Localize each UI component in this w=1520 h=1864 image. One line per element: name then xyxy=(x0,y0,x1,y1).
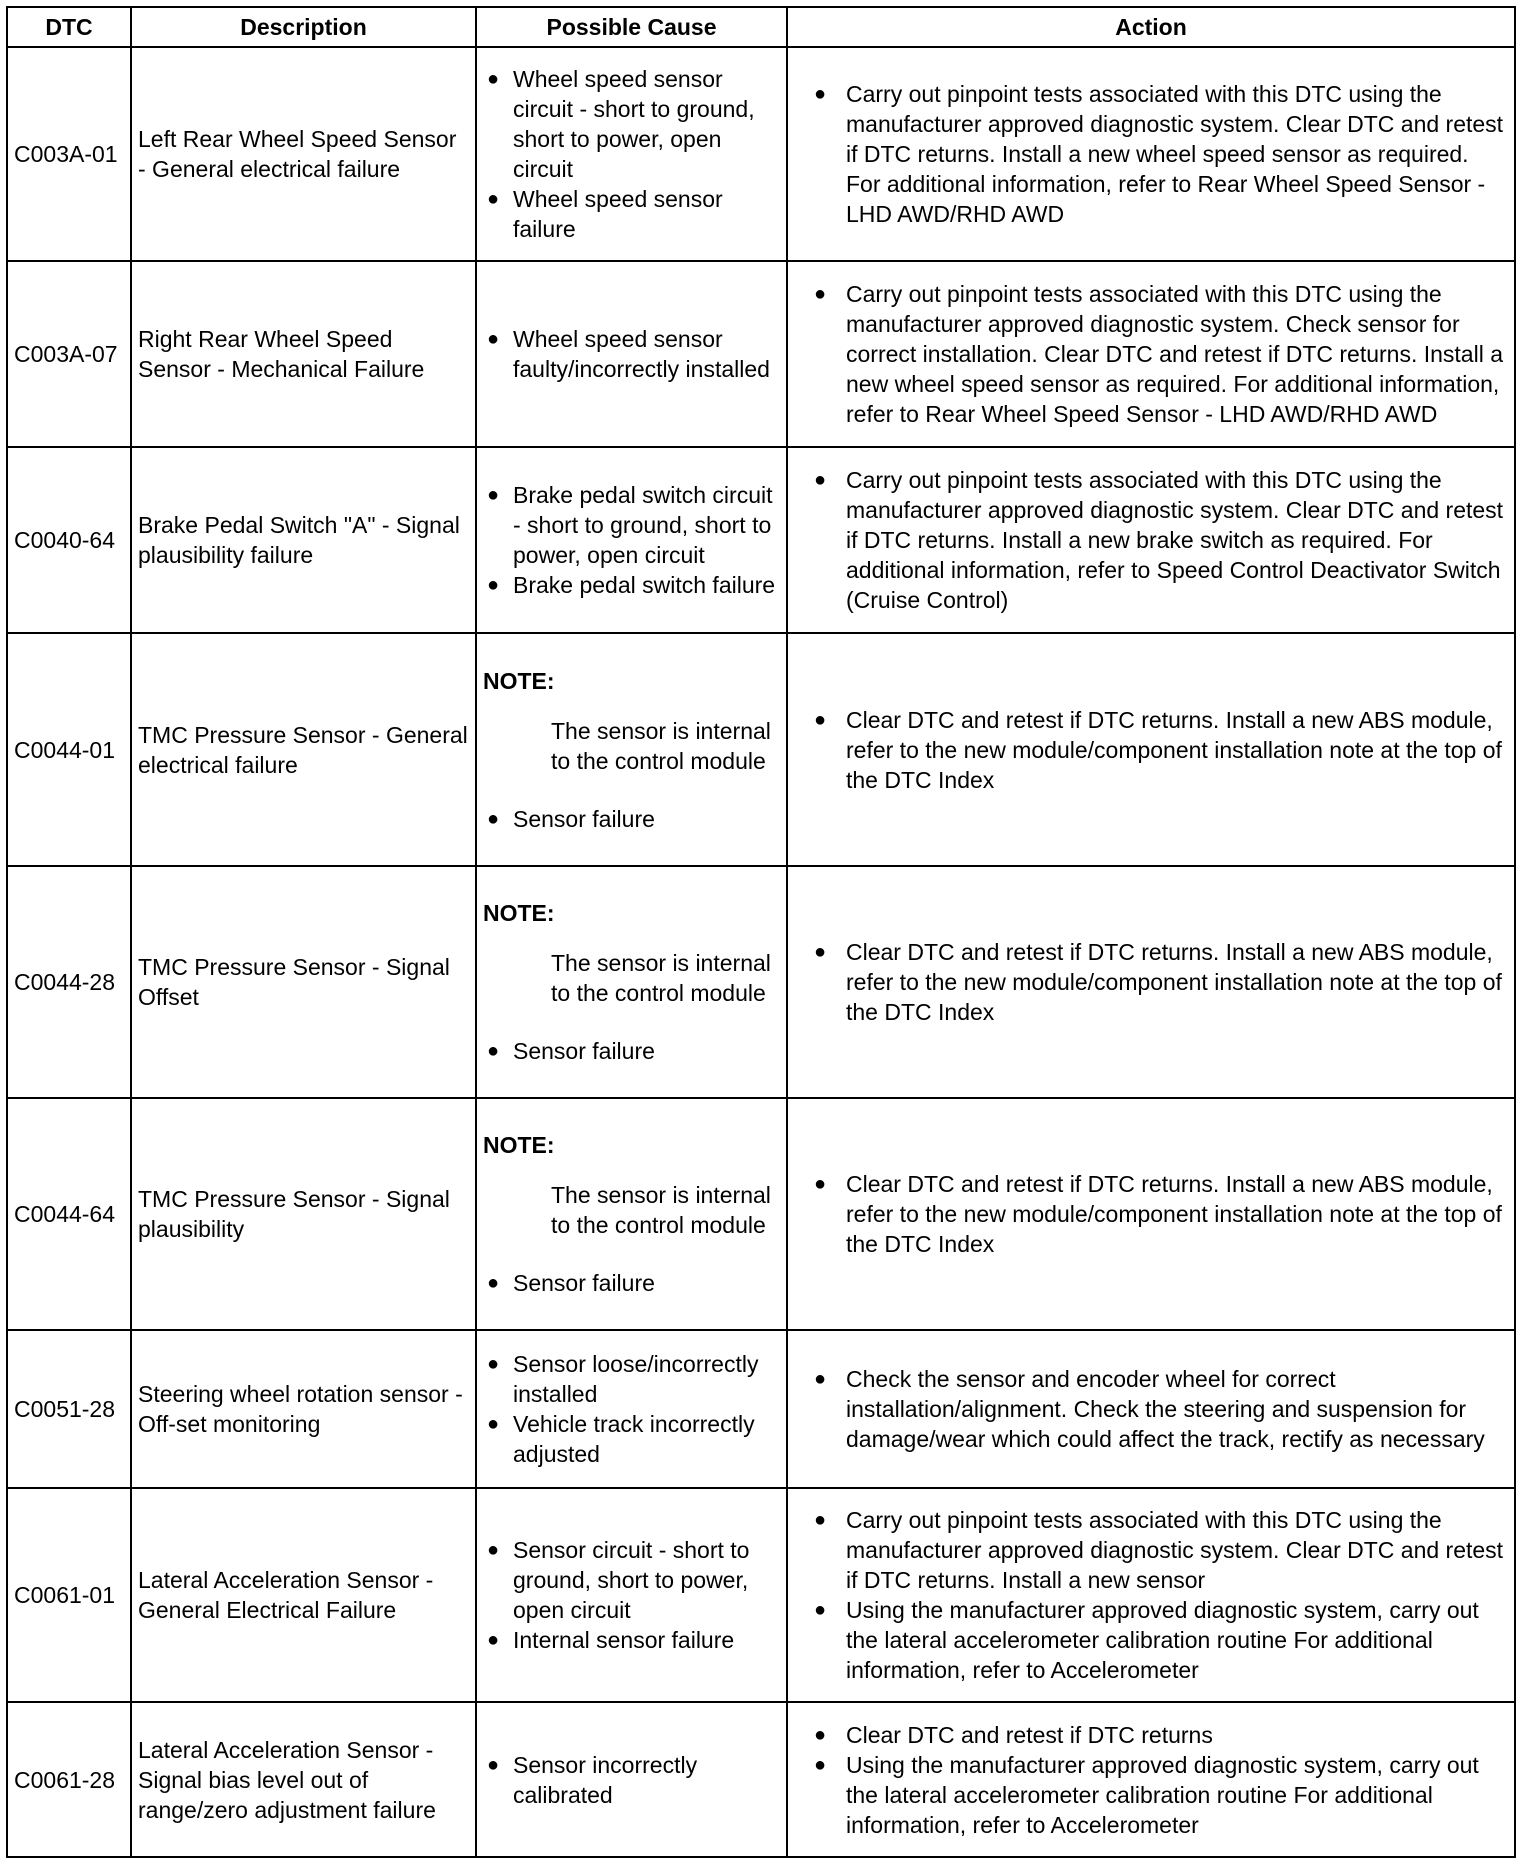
cause-item: ● Sensor failure xyxy=(483,1036,780,1066)
dtc-code: C0061-28 xyxy=(7,1702,131,1857)
action-cell xyxy=(787,447,1515,633)
note-text: The sensor is internal to the control module xyxy=(551,949,771,1006)
possible-cause-cell xyxy=(476,1330,787,1488)
table-row xyxy=(7,633,1515,865)
note-text: The sensor is internal to the control module xyxy=(551,717,771,774)
dtc-description: Lateral Acceleration Sensor - Signal bias level out of range/zero adjustment failure xyxy=(131,1702,476,1857)
header-action: Action xyxy=(787,7,1515,47)
action-item: ● Clear DTC and retest if DTC returns. Install a new ABS module, refer to the new module/component installation note at the top of the DTC Index xyxy=(794,937,1508,1027)
table-row xyxy=(7,1330,1515,1488)
action-item: ● Carry out pinpoint tests associated with this DTC using the manufacturer approved diagnostic system. Check sensor for correct installation. Clear DTC and retest if DTC returns. Install a new wheel speed sensor as required. For additional information, refer to Rear Wheel Speed Sensor - LHD AWD/RHD AWD xyxy=(794,279,1508,429)
cause-item: ● Wheel speed sensor faulty/incorrectly installed xyxy=(483,324,780,384)
dtc-code: C0061-01 xyxy=(7,1488,131,1702)
note-text: The sensor is internal to the control module xyxy=(551,1182,771,1239)
dtc-description: TMC Pressure Sensor - General electrical failure xyxy=(131,633,476,865)
dtc-table xyxy=(6,6,1516,1858)
action-list xyxy=(794,1505,1508,1685)
action-list xyxy=(794,279,1508,429)
action-item: ● Using the manufacturer approved diagnostic system, carry out the lateral accelerometer calibration routine For additional information, refer to Accelerometer xyxy=(794,1595,1508,1685)
action-item: ● Carry out pinpoint tests associated with this DTC using the manufacturer approved diagnostic system. Clear DTC and retest if DTC returns. Install a new sensor xyxy=(794,1505,1508,1595)
cause-list xyxy=(483,324,780,384)
action-list xyxy=(794,1364,1508,1454)
action-cell xyxy=(787,633,1515,865)
possible-cause-cell xyxy=(476,633,787,865)
dtc-description: TMC Pressure Sensor - Signal Offset xyxy=(131,866,476,1098)
dtc-code: C0040-64 xyxy=(7,447,131,633)
action-cell xyxy=(787,1488,1515,1702)
action-list xyxy=(794,1169,1508,1259)
cause-list xyxy=(483,804,780,834)
cause-list xyxy=(483,1036,780,1066)
action-list xyxy=(794,79,1508,229)
header-description: Description xyxy=(131,7,476,47)
possible-cause-cell xyxy=(476,1488,787,1702)
action-item: ● Clear DTC and retest if DTC returns. Install a new ABS module, refer to the new module/component installation note at the top of the DTC Index xyxy=(794,1169,1508,1259)
cause-list xyxy=(483,1535,780,1655)
action-item: ● Clear DTC and retest if DTC returns xyxy=(794,1720,1508,1750)
action-item: ● Clear DTC and retest if DTC returns. Install a new ABS module, refer to the new module/component installation note at the top of the DTC Index xyxy=(794,705,1508,795)
action-cell xyxy=(787,1098,1515,1330)
dtc-description: Lateral Acceleration Sensor - General Electrical Failure xyxy=(131,1488,476,1702)
cause-item: ● Brake pedal switch failure xyxy=(483,570,780,600)
cause-item: ● Sensor failure xyxy=(483,1268,780,1298)
action-cell xyxy=(787,1330,1515,1488)
action-cell xyxy=(787,1702,1515,1857)
cause-list xyxy=(483,1750,780,1810)
table-body xyxy=(7,47,1515,1857)
action-list xyxy=(794,705,1508,795)
cause-item: ● Sensor incorrectly calibrated xyxy=(483,1750,780,1810)
cause-list xyxy=(483,1268,780,1298)
table-row xyxy=(7,1098,1515,1330)
cause-item: ● Wheel speed sensor circuit - short to ground, short to power, open circuit xyxy=(483,64,780,184)
cause-item: ● Sensor loose/incorrectly installed xyxy=(483,1349,780,1409)
dtc-code: C0044-28 xyxy=(7,866,131,1098)
table-row xyxy=(7,261,1515,447)
table-row xyxy=(7,47,1515,261)
dtc-description: Right Rear Wheel Speed Sensor - Mechanical Failure xyxy=(131,261,476,447)
table-row xyxy=(7,866,1515,1098)
dtc-description: TMC Pressure Sensor - Signal plausibility xyxy=(131,1098,476,1330)
cause-list xyxy=(483,64,780,244)
header-possible-cause: Possible Cause xyxy=(476,7,787,47)
action-item: ● Carry out pinpoint tests associated with this DTC using the manufacturer approved diagnostic system. Clear DTC and retest if DTC returns. Install a new wheel speed sensor as required. For additional information, refer to Rear Wheel Speed Sensor - LHD AWD/RHD AWD xyxy=(794,79,1508,229)
cause-list xyxy=(483,480,780,600)
table-row xyxy=(7,447,1515,633)
cause-item: ● Internal sensor failure xyxy=(483,1625,780,1655)
dtc-code: C0051-28 xyxy=(7,1330,131,1488)
action-item: ● Check the sensor and encoder wheel for correct installation/alignment. Check the steering and suspension for damage/wear which could affect the track, rectify as necessary xyxy=(794,1364,1508,1454)
action-list xyxy=(794,465,1508,615)
note-label: NOTE: xyxy=(483,1132,555,1159)
possible-cause-cell xyxy=(476,1702,787,1857)
header-row xyxy=(7,7,1515,47)
action-cell xyxy=(787,261,1515,447)
action-list xyxy=(794,937,1508,1027)
action-cell xyxy=(787,866,1515,1098)
cause-item: ● Wheel speed sensor failure xyxy=(483,184,780,244)
action-cell xyxy=(787,47,1515,261)
table-row xyxy=(7,1702,1515,1857)
cause-item: ● Sensor failure xyxy=(483,804,780,834)
cause-item: ● Vehicle track incorrectly adjusted xyxy=(483,1409,780,1469)
possible-cause-cell xyxy=(476,866,787,1098)
action-item: ● Carry out pinpoint tests associated with this DTC using the manufacturer approved diagnostic system. Clear DTC and retest if DTC returns. Install a new brake switch as required. For additional information, refer to Speed Control Deactivator Switch (Cruise Control) xyxy=(794,465,1508,615)
dtc-description: Left Rear Wheel Speed Sensor - General electrical failure xyxy=(131,47,476,261)
note-label: NOTE: xyxy=(483,667,555,694)
action-item: ● Using the manufacturer approved diagnostic system, carry out the lateral accelerometer calibration routine For additional information, refer to Accelerometer xyxy=(794,1750,1508,1840)
dtc-code: C003A-01 xyxy=(7,47,131,261)
dtc-code: C0044-64 xyxy=(7,1098,131,1330)
cause-list xyxy=(483,1349,780,1469)
table-row xyxy=(7,1488,1515,1702)
cause-item: ● Brake pedal switch circuit - short to ground, short to power, open circuit xyxy=(483,480,780,570)
possible-cause-cell xyxy=(476,1098,787,1330)
possible-cause-cell xyxy=(476,47,787,261)
action-list xyxy=(794,1720,1508,1840)
cause-item: ● Sensor circuit - short to ground, short to power, open circuit xyxy=(483,1535,780,1625)
dtc-description: Brake Pedal Switch "A" - Signal plausibility failure xyxy=(131,447,476,633)
possible-cause-cell xyxy=(476,447,787,633)
possible-cause-cell xyxy=(476,261,787,447)
note-label: NOTE: xyxy=(483,899,555,926)
dtc-code: C0044-01 xyxy=(7,633,131,865)
header-dtc: DTC xyxy=(7,7,131,47)
dtc-description: Steering wheel rotation sensor - Off-set monitoring xyxy=(131,1330,476,1488)
dtc-code: C003A-07 xyxy=(7,261,131,447)
